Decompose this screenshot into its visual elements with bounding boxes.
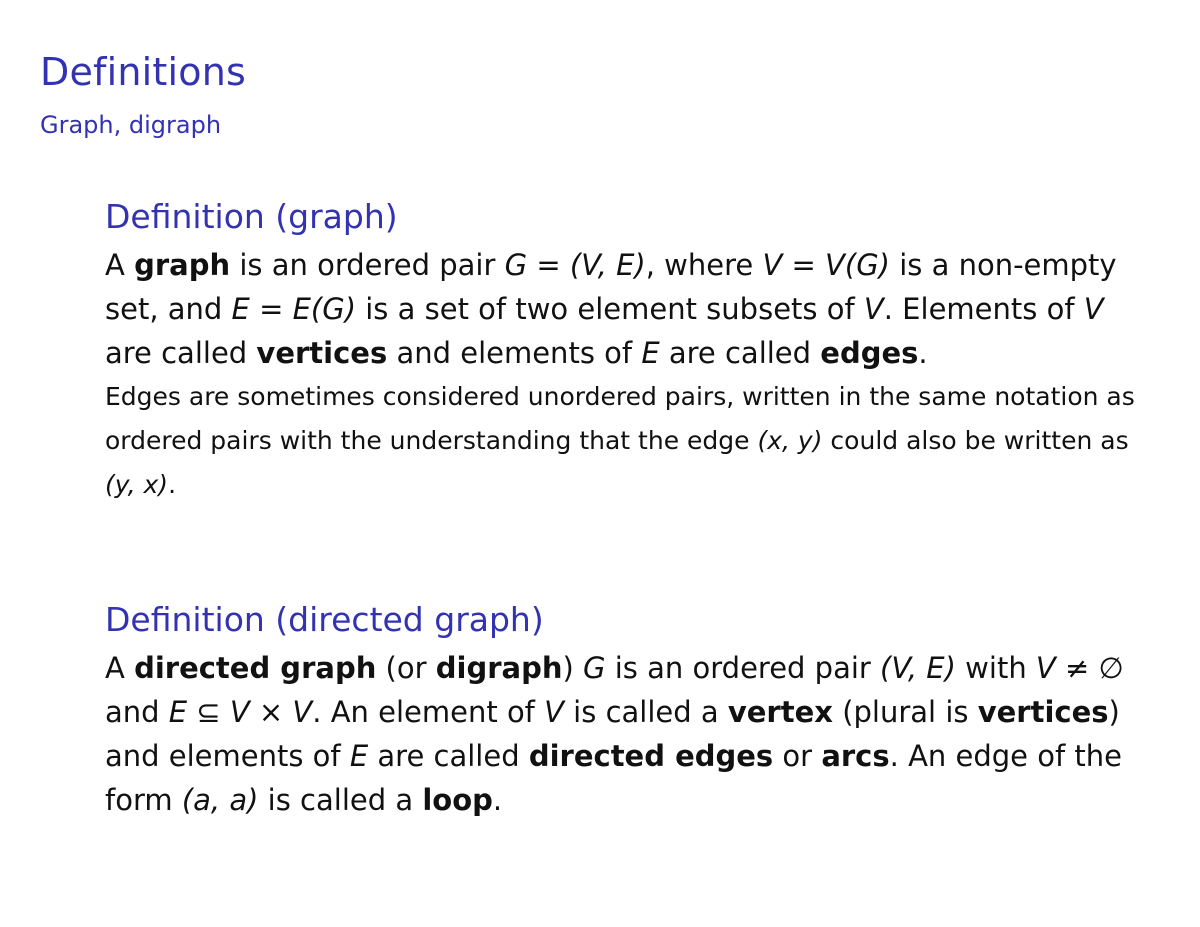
text-fragment: (or (376, 651, 436, 685)
text-fragment: is an ordered pair (605, 651, 881, 685)
math-expression: E (349, 739, 369, 773)
text-fragment: (plural is (832, 695, 978, 729)
math-expression: V (863, 292, 884, 326)
math-expression: (y, x) (105, 470, 169, 499)
term-directed-graph: directed graph (134, 651, 377, 685)
text-fragment: , where (645, 248, 763, 282)
digraph-definition-title: Definition (directed graph) (105, 600, 544, 639)
graph-definition-note (105, 375, 1135, 507)
frame-subtitle: Graph, digraph (40, 111, 222, 139)
graph-definition-main-text (105, 243, 1135, 375)
term-digraph: digraph (435, 651, 563, 685)
graph-definition-block (105, 195, 1135, 507)
math-expression: V (1083, 292, 1104, 326)
text-fragment: ) and elements of (105, 695, 1120, 773)
text-fragment: . An element of (312, 695, 545, 729)
text-fragment: are called (105, 336, 257, 370)
text-fragment: or (773, 739, 822, 773)
digraph-definition-body (105, 646, 1135, 822)
term-edges: edges (820, 336, 919, 370)
text-fragment: . (918, 336, 928, 370)
math-expression: (a, a) (181, 783, 259, 817)
math-expression: V = V(G) (762, 248, 890, 282)
math-expression: G (583, 651, 606, 685)
math-expression: E (641, 336, 660, 370)
digraph-definition-block (105, 598, 1135, 822)
term-loop: loop (422, 783, 493, 817)
text-fragment: could also be written as (822, 426, 1129, 455)
text-fragment: and elements of (387, 336, 642, 370)
math-expression: G = (V, E) (504, 248, 646, 282)
term-graph: graph (134, 248, 231, 282)
text-fragment: . An edge of the form (105, 739, 1122, 817)
text-fragment: is a set of two element subsets of (356, 292, 864, 326)
term-vertex: vertex (727, 695, 833, 729)
text-fragment: Edges are sometimes considered unordered pairs, written in the same notation as ordered pairs with the understanding that the edge (105, 382, 1135, 455)
term-vertices: vertices (256, 336, 388, 370)
text-fragment: A (105, 651, 135, 685)
text-fragment: is an ordered pair (230, 248, 505, 282)
term-directed-edges: directed edges (528, 739, 774, 773)
graph-definition-title: Definition (graph) (105, 197, 398, 236)
text-fragment: ) (562, 651, 584, 685)
text-fragment: . (168, 470, 177, 499)
math-expression: (V, E) (880, 651, 956, 685)
text-fragment: . Elements of (883, 292, 1084, 326)
math-expression: E = E(G) (231, 292, 357, 326)
text-fragment: are called (659, 336, 821, 370)
text-fragment: with (955, 651, 1036, 685)
math-expression: V (544, 695, 564, 729)
term-arcs: arcs (821, 739, 890, 773)
math-expression: V ≠ ∅ (1035, 651, 1124, 685)
graph-definition-body (105, 243, 1135, 507)
text-fragment: and (105, 695, 169, 729)
digraph-definition-text (105, 646, 1135, 822)
term-vertices: vertices (977, 695, 1109, 729)
text-fragment: is a non-empty set, and (105, 248, 1117, 326)
math-expression: E ⊆ V × V (168, 695, 313, 729)
text-fragment: are called (368, 739, 529, 773)
frame-title: Definitions (40, 50, 247, 94)
text-fragment: A (105, 248, 135, 282)
text-fragment: . (492, 783, 503, 817)
text-fragment: is called a (258, 783, 423, 817)
math-expression: (x, y) (757, 426, 823, 455)
text-fragment: is called a (563, 695, 728, 729)
